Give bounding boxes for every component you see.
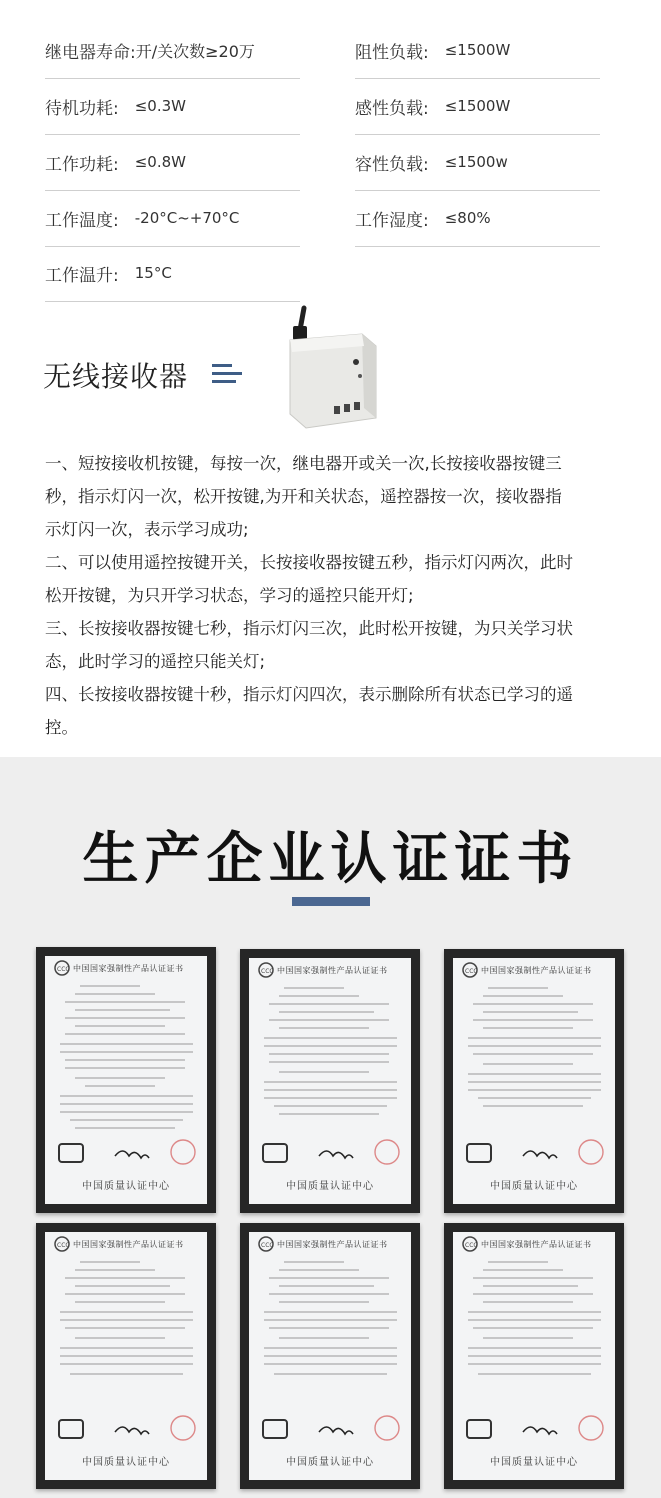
heading-underline bbox=[292, 897, 370, 906]
certificate-title: 中国国家强制性产品认证证书 bbox=[481, 966, 592, 975]
receiver-section bbox=[0, 300, 661, 440]
spec-cell-right bbox=[355, 190, 600, 247]
spec-row bbox=[0, 78, 661, 134]
spec-row bbox=[0, 190, 661, 246]
certificate-issuer: 中国质量认证中心 bbox=[490, 1457, 578, 1468]
certificate-title: 中国国家强制性产品认证证书 bbox=[73, 964, 184, 973]
certificate bbox=[45, 956, 207, 1204]
certificate-issuer: 中国质量认证中心 bbox=[82, 1181, 170, 1192]
certificate bbox=[249, 958, 411, 1204]
receiver-device-image bbox=[280, 300, 390, 440]
certificate bbox=[453, 1232, 615, 1480]
svg-text:CCC: CCC bbox=[465, 1242, 478, 1249]
spec-cell-right bbox=[355, 78, 600, 135]
certificate-title: 中国国家强制性产品认证证书 bbox=[481, 1240, 592, 1249]
svg-text:CCC: CCC bbox=[57, 1242, 70, 1249]
certificate-issuer: 中国质量认证中心 bbox=[82, 1457, 170, 1468]
spec-cell-left bbox=[45, 22, 300, 79]
certificate bbox=[45, 1232, 207, 1480]
spec-value: ≤80% bbox=[444, 209, 491, 227]
spec-label: 工作温升: bbox=[45, 265, 119, 286]
instruction-line: 态，此时学习的遥控只能关灯; bbox=[45, 652, 266, 671]
instruction-line: 二、可以使用遥控按键开关，长按接收器按键五秒，指示灯闪两次，此时 bbox=[45, 553, 573, 572]
spec-value: ≤0.8W bbox=[134, 153, 186, 171]
spec-cell-left bbox=[45, 190, 300, 247]
instruction-line: 三、长按接收器按键七秒，指示灯闪三次，此时松开按键，为只关学习状 bbox=[45, 619, 573, 638]
instruction-line: 一、短按接收机按键，每按一次，继电器开或关一次,长按接收器按键三 bbox=[45, 454, 562, 473]
spec-value: ≤1500W bbox=[444, 97, 511, 115]
svg-text:CCC: CCC bbox=[261, 1242, 274, 1249]
spec-label: 待机功耗: bbox=[45, 98, 119, 119]
spec-value: 15°C bbox=[134, 264, 172, 282]
svg-text:CCC: CCC bbox=[261, 968, 274, 975]
spec-cell-left bbox=[45, 134, 300, 191]
spec-row bbox=[0, 22, 661, 78]
certificate-frame bbox=[444, 1223, 624, 1489]
spec-value: -20°C~+70°C bbox=[134, 209, 240, 227]
certificate-frame bbox=[240, 1223, 420, 1489]
certificate-frame bbox=[444, 949, 624, 1213]
certificate-body bbox=[45, 956, 207, 1204]
spec-label: 工作湿度: bbox=[355, 210, 429, 231]
spec-cell-right bbox=[355, 134, 600, 191]
spec-label: 阻性负载: bbox=[355, 42, 429, 63]
receiver-title: 无线接收器 bbox=[43, 360, 189, 393]
spec-cell-left bbox=[45, 78, 300, 135]
certificates-section bbox=[0, 757, 661, 1498]
instruction-line: 秒，指示灯闪一次，松开按键,为开和关状态，遥控器按一次，接收器指 bbox=[45, 487, 562, 506]
certificate-title: 中国国家强制性产品认证证书 bbox=[277, 1240, 388, 1249]
specs-table bbox=[0, 0, 661, 300]
spec-label: 工作温度: bbox=[45, 210, 119, 231]
certificate-body bbox=[249, 1232, 411, 1480]
instruction-line: 四、长按接收器按键十秒，指示灯闪四次，表示删除所有状态已学习的遥 bbox=[45, 685, 573, 704]
spec-label: 感性负载: bbox=[355, 98, 429, 119]
spec-label: 工作功耗: bbox=[45, 154, 119, 175]
certificate-frame bbox=[240, 949, 420, 1213]
spec-row bbox=[0, 245, 661, 301]
spec-cell-right bbox=[355, 22, 600, 79]
certificate-body bbox=[453, 958, 615, 1204]
spec-label: 继电器寿命: bbox=[45, 42, 136, 63]
certificates-heading: 生产企业认证证书 bbox=[82, 827, 579, 892]
certificate-issuer: 中国质量认证中心 bbox=[490, 1181, 578, 1192]
certificate-issuer: 中国质量认证中心 bbox=[286, 1457, 374, 1468]
spec-row bbox=[0, 134, 661, 190]
certificate bbox=[249, 1232, 411, 1480]
certificate-issuer: 中国质量认证中心 bbox=[286, 1181, 374, 1192]
certificate-title: 中国国家强制性产品认证证书 bbox=[73, 1240, 184, 1249]
spec-cell-left bbox=[45, 245, 300, 302]
svg-text:CCC: CCC bbox=[57, 966, 70, 973]
spec-value: ≤0.3W bbox=[134, 97, 186, 115]
instructions bbox=[45, 447, 645, 744]
certificate bbox=[453, 958, 615, 1204]
certificate-body bbox=[249, 958, 411, 1204]
svg-text:CCC: CCC bbox=[465, 968, 478, 975]
spec-value: ≤1500w bbox=[444, 153, 508, 171]
certificate-body bbox=[453, 1232, 615, 1480]
instruction-line: 控。 bbox=[45, 718, 78, 737]
spec-label: 容性负载: bbox=[355, 154, 429, 175]
instruction-line: 松开按键，为只开学习状态，学习的遥控只能开灯; bbox=[45, 586, 414, 605]
instruction-line: 示灯闪一次，表示学习成功; bbox=[45, 520, 249, 539]
menu-lines-icon bbox=[212, 362, 244, 386]
certificate-title: 中国国家强制性产品认证证书 bbox=[277, 966, 388, 975]
certificate-frame bbox=[36, 1223, 216, 1489]
spec-value: 开/关次数≥20万 bbox=[135, 41, 255, 61]
certificate-frame bbox=[36, 947, 216, 1213]
spec-value: ≤1500W bbox=[444, 41, 511, 59]
certificate-body bbox=[45, 1232, 207, 1480]
